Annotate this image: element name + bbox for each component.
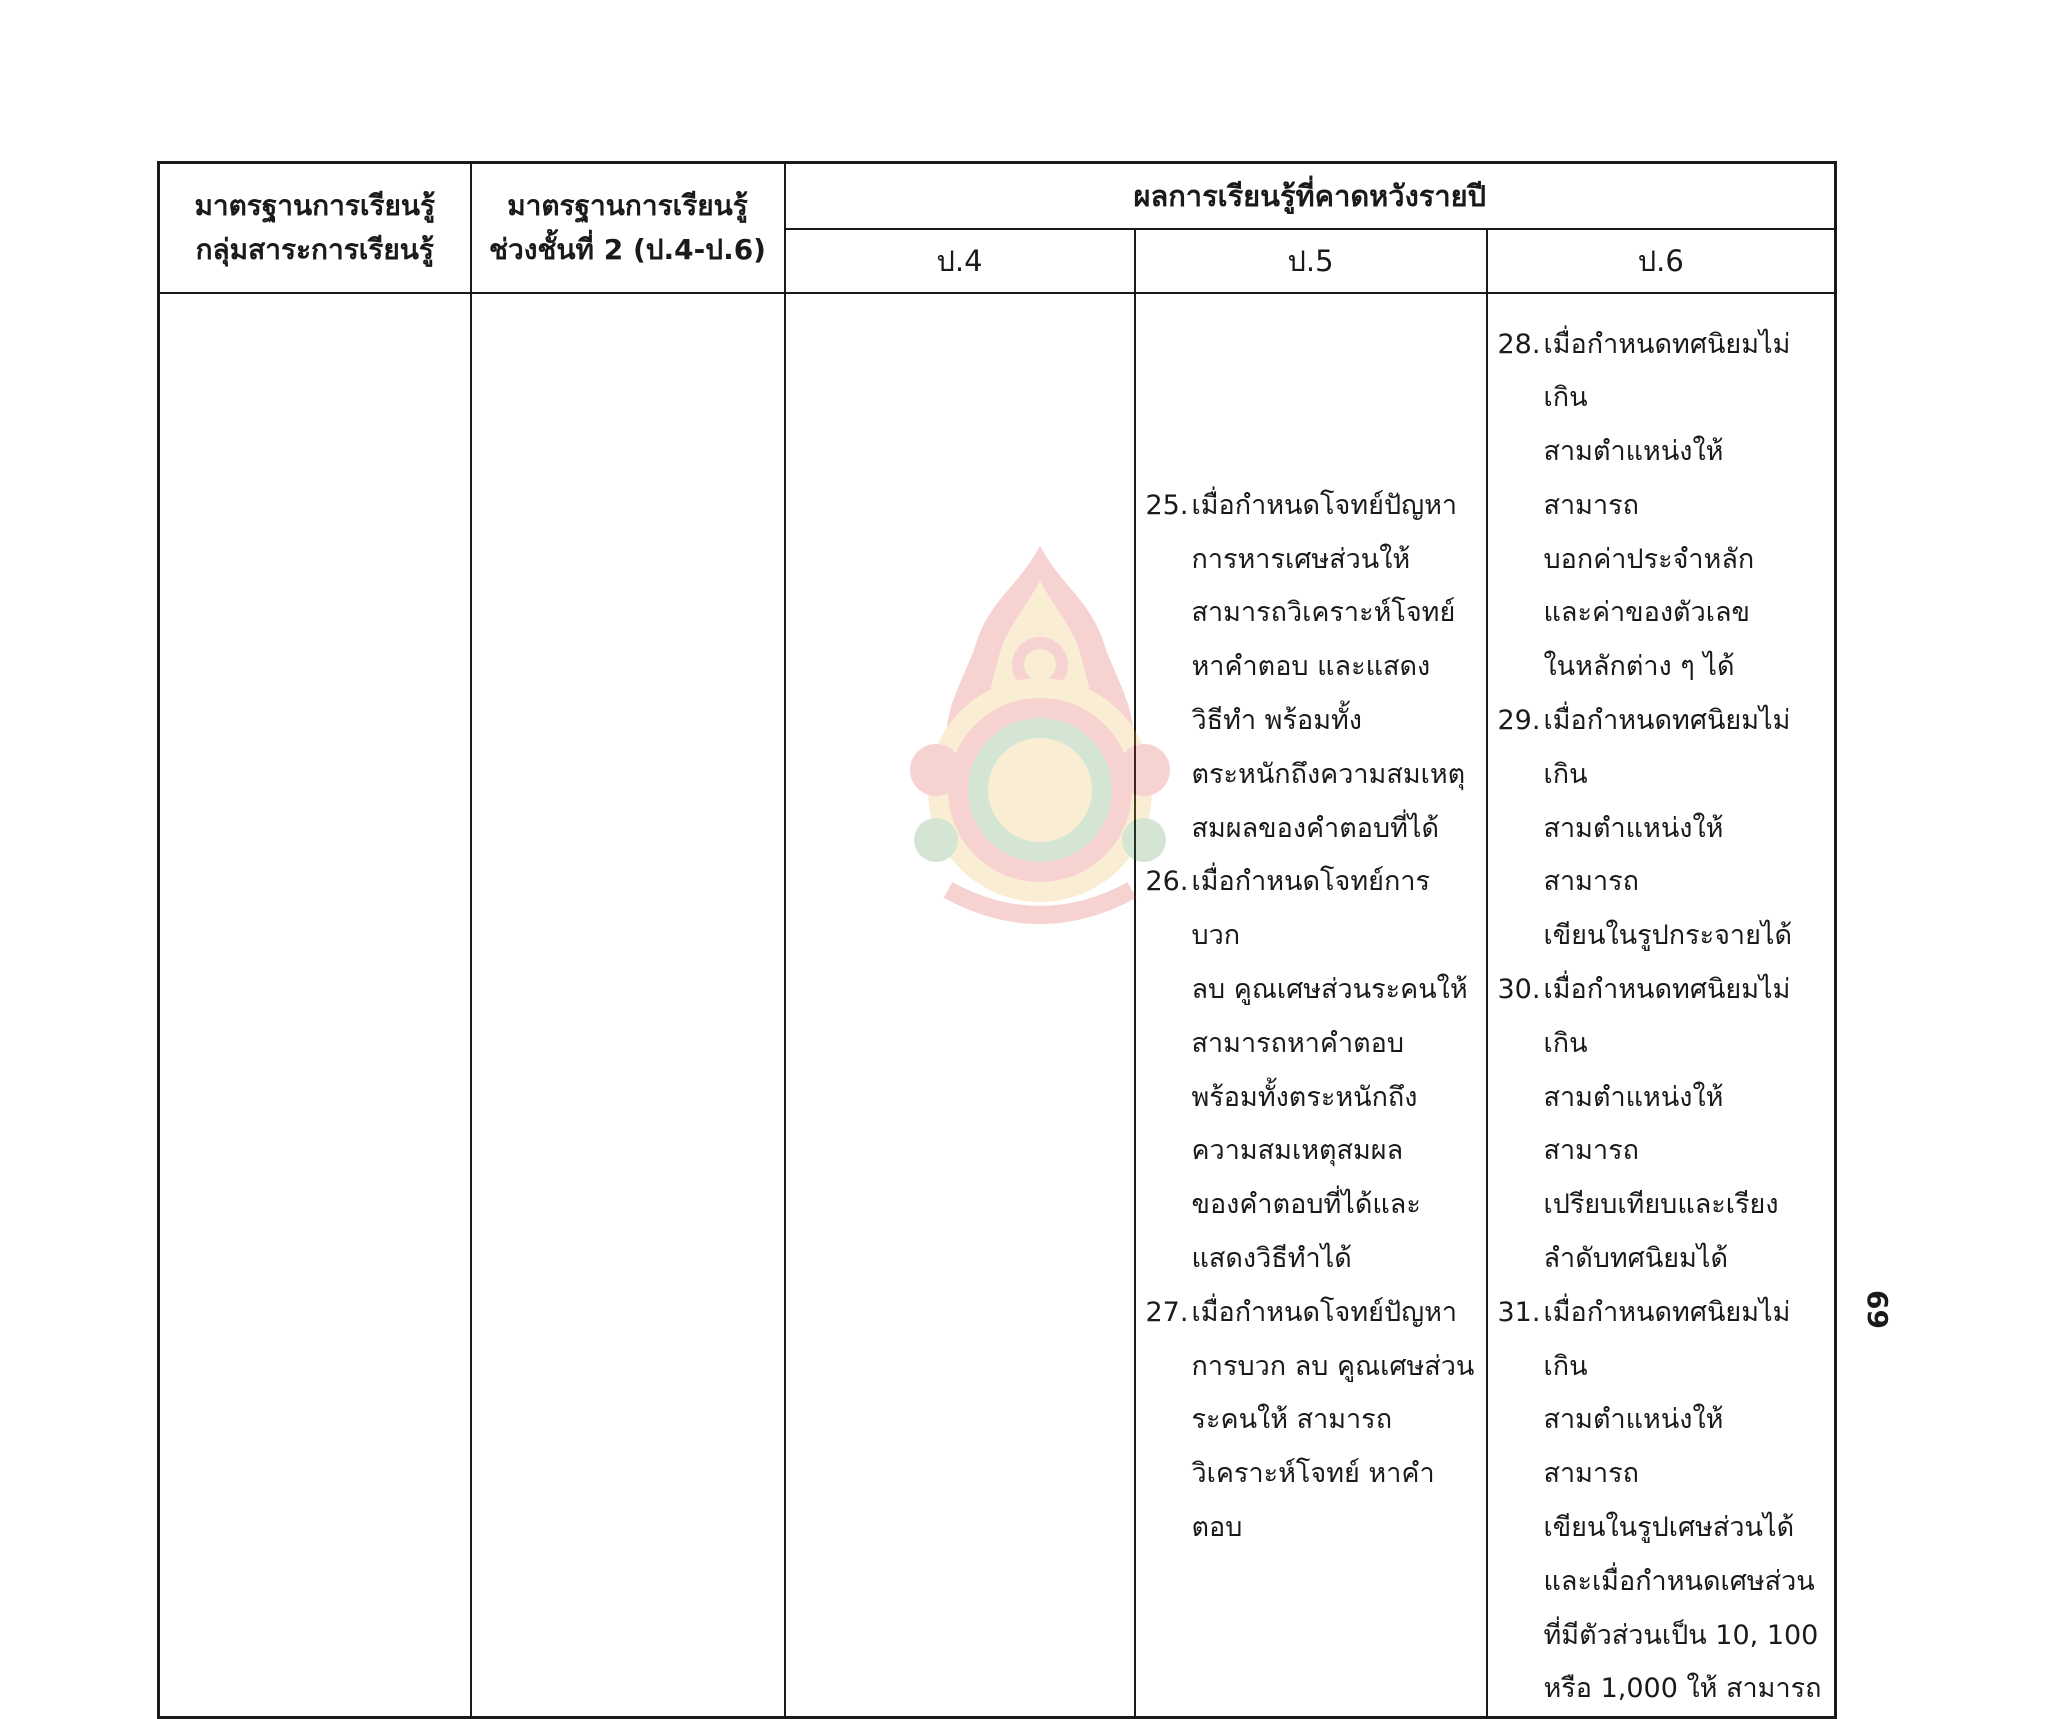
grade-p6-cell bbox=[1487, 293, 1836, 1718]
expected-outcomes-header: ผลการเรียนรู้ที่คาดหวังรายปี bbox=[785, 163, 1836, 229]
strand-cell bbox=[159, 293, 471, 1718]
outcome-number: 29. bbox=[1497, 705, 1541, 737]
outcome-number: 31. bbox=[1497, 1296, 1541, 1328]
strand-header-line2: กลุ่มสาระการเรียนรู้ bbox=[195, 232, 434, 266]
outcome-item bbox=[1498, 694, 1825, 963]
grade-p4-cell bbox=[785, 293, 1135, 1718]
outcome-number: 25. bbox=[1145, 489, 1189, 521]
strand-header-line1: มาตรฐานการเรียนรู้ bbox=[194, 188, 436, 222]
outcome-text: เมื่อกำหนดโจทย์ปัญหา การหารเศษส่วนให้ สามารถวิเคราะห์โจทย์ หาคำตอบ และแสดง วิธีทำ พร้อมทั้ง ตระหนักถึงความสมเหตุ สมผลของคำตอบที่ได้ bbox=[1191, 489, 1466, 844]
standard-header-line2: ช่วงชั้นที่ 2 (ป.4-ป.6) bbox=[489, 232, 766, 266]
curriculum-table bbox=[157, 161, 1837, 1719]
outcome-text: เมื่อกำหนดโจทย์การบวก ลบ คูณเศษส่วนระคนให้ สามารถหาคำตอบ พร้อมทั้งตระหนักถึง ความสมเหตุสมผล ของคำตอบที่ได้และ แสดงวิธีทำได้ bbox=[1191, 866, 1468, 1275]
outcome-number: 30. bbox=[1497, 974, 1541, 1006]
strand-header bbox=[159, 163, 471, 293]
grade-p4-header: ป.4 bbox=[785, 229, 1135, 293]
outcome-text: เมื่อกำหนดทศนิยมไม่เกิน สามตำแหน่งให้ สามารถ เขียนในรูปกระจายได้ bbox=[1543, 705, 1793, 952]
grade-p6-header: ป.6 bbox=[1487, 229, 1836, 293]
outcome-item bbox=[1146, 855, 1476, 1285]
outcome-item bbox=[1146, 479, 1476, 856]
standard-cell bbox=[471, 293, 785, 1718]
outcome-item bbox=[1498, 318, 1825, 695]
standard-header-line1: มาตรฐานการเรียนรู้ bbox=[507, 188, 748, 222]
outcome-text: เมื่อกำหนดโจทย์ปัญหา การบวก ลบ คูณเศษส่วน ระคนให้ สามารถ วิเคราะห์โจทย์ หาคำตอบ bbox=[1191, 1296, 1475, 1544]
outcome-item bbox=[1498, 963, 1825, 1286]
outcome-number: 26. bbox=[1145, 866, 1189, 898]
outcome-text: เมื่อกำหนดทศนิยมไม่เกิน สามตำแหน่งให้ สามารถ เปรียบเทียบและเรียง ลำดับทศนิยมได้ bbox=[1543, 974, 1791, 1275]
standard-header bbox=[471, 163, 785, 293]
p6-outcomes-list bbox=[1488, 294, 1835, 1717]
outcome-text: เมื่อกำหนดทศนิยมไม่เกิน สามตำแหน่งให้ สามารถ เขียนในรูปเศษส่วนได้ และเมื่อกำหนดเศษส่วน ที่มีตัวส่วนเป็น 10, 100 หรือ 1,000 ให้ สามารถ bbox=[1543, 1296, 1822, 1705]
outcome-number: 28. bbox=[1497, 328, 1541, 360]
p5-outcomes-list bbox=[1136, 455, 1486, 1555]
outcome-item bbox=[1146, 1286, 1476, 1555]
grade-p5-header: ป.5 bbox=[1135, 229, 1487, 293]
grade-p5-cell bbox=[1135, 293, 1487, 1718]
page-number: 69 bbox=[1861, 1290, 1894, 1329]
outcome-item bbox=[1498, 1286, 1825, 1716]
outcome-number: 27. bbox=[1145, 1296, 1189, 1328]
outcome-text: เมื่อกำหนดทศนิยมไม่เกิน สามตำแหน่งให้ สามารถ บอกค่าประจำหลัก และค่าของตัวเลข ในหลักต่าง ๆ ได้ bbox=[1543, 328, 1791, 683]
